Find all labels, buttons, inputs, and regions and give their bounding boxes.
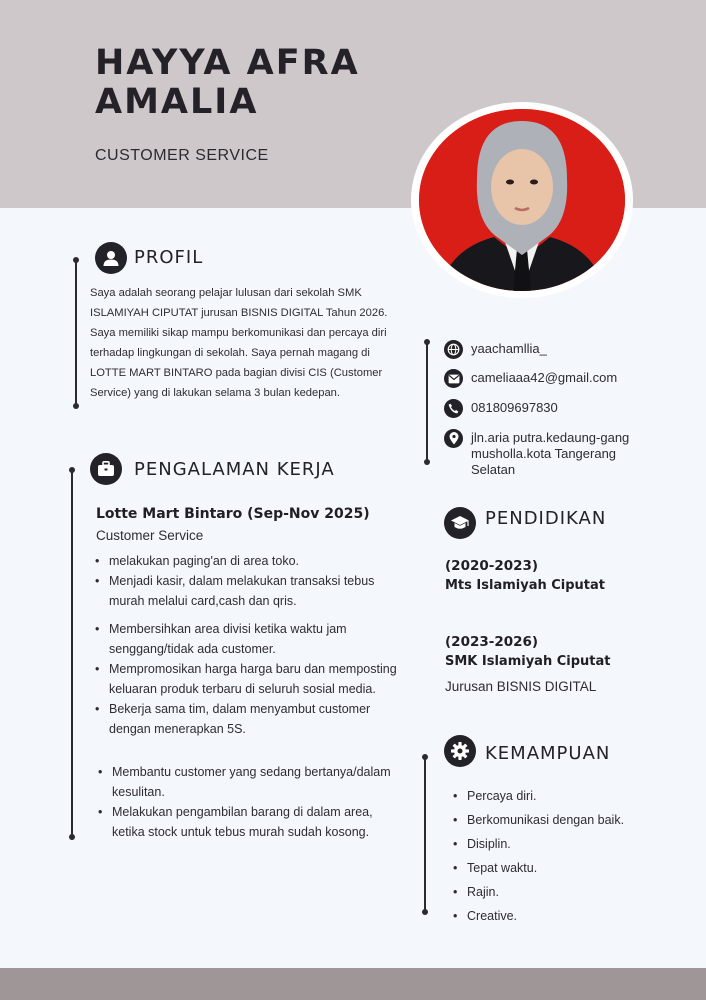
home-address: jln.aria putra.kedaung-gang musholla.kota Tangerang Selatan	[471, 430, 630, 477]
list-item: • Melakukan pengambilan barang di dalam area, ketika stock untuk tebus murah sudah kosong.	[98, 802, 403, 842]
list-item: • Mempromosikan harga harga baru dan memposting keluaran produk terbaru di seluruh sosial media.	[95, 659, 405, 699]
list-item: • Disiplin.	[453, 832, 624, 856]
experience-bullets-1	[95, 551, 405, 611]
location-pin-icon	[444, 429, 463, 448]
experience-bullets-2	[95, 619, 405, 739]
experience-timeline-line	[71, 470, 73, 837]
contact-instagram	[444, 341, 651, 359]
experience-section-title: PENGALAMAN KERJA	[134, 459, 335, 480]
skills-timeline-line	[424, 757, 426, 912]
list-item: • melakukan paging'an di area toko.	[95, 551, 405, 571]
list-item: • Creative.	[453, 904, 624, 928]
education-school-1: Mts Islamiyah Ciputat	[445, 578, 606, 593]
phone-number[interactable]: 081809697830	[471, 400, 558, 415]
list-item: • Membersihkan area divisi ketika waktu jam senggang/tidak ada customer.	[95, 619, 405, 659]
skills-list	[453, 784, 624, 928]
contact-email	[444, 370, 651, 388]
education-years-1: (2020-2023)	[445, 558, 539, 574]
briefcase-icon	[90, 453, 122, 485]
list-item: • Bekerja sama tim, dalam menyambut customer dengan menerapkan 5S.	[95, 699, 405, 739]
user-icon	[95, 242, 127, 274]
graduation-cap-icon	[444, 507, 476, 539]
phone-icon	[444, 399, 463, 418]
contact-timeline-line	[426, 342, 428, 462]
instagram-handle[interactable]: yaachamllia_	[471, 341, 547, 356]
profile-section-title: PROFIL	[134, 247, 204, 268]
list-item: • Berkomunikasi dengan baik.	[453, 808, 624, 832]
contact-address	[444, 430, 646, 478]
list-item: • Tepat waktu.	[453, 856, 624, 880]
job-company: Lotte Mart Bintaro (Sep-Nov 2025)	[96, 506, 370, 522]
email-address[interactable]: cameliaaa42@gmail.com	[471, 370, 618, 385]
education-school-2: SMK Islamiyah Ciputat	[445, 654, 611, 669]
candidate-name	[95, 44, 415, 122]
gear-icon	[444, 735, 476, 767]
list-item: • Percaya diri.	[453, 784, 624, 808]
education-years-2: (2023-2026)	[445, 634, 539, 650]
footer-band	[0, 968, 706, 1000]
globe-icon	[444, 340, 463, 359]
job-role: Customer Service	[96, 528, 204, 543]
name-line-1: HAYYA AFRA	[95, 43, 360, 83]
contact-phone	[444, 400, 651, 418]
education-major: Jurusan BISNIS DIGITAL	[445, 679, 597, 694]
skills-section-title: KEMAMPUAN	[485, 743, 611, 764]
profile-timeline-line	[75, 260, 77, 406]
list-item: • Membantu customer yang sedang bertanya/dalam kesulitan.	[98, 762, 403, 802]
list-item: • Rajin.	[453, 880, 624, 904]
job-title: CUSTOMER SERVICE	[95, 147, 269, 164]
education-section-title: PENDIDIKAN	[485, 508, 607, 529]
experience-bullets-3	[98, 762, 403, 842]
list-item: • Menjadi kasir, dalam melakukan transaksi tebus murah melalui card,cash dan qris.	[95, 571, 405, 611]
mail-icon	[444, 369, 463, 388]
name-line-2: AMALIA	[95, 82, 259, 122]
profile-photo	[411, 102, 633, 298]
profile-summary: Saya adalah seorang pelajar lulusan dari sekolah SMK ISLAMIYAH CIPUTAT jurusan BISNIS DIGITAL Tahun 2026. Saya memiliki sikap mampu berkomunikasi dan percaya diri terhadap lingkungan di sekolah. Saya pernah magang di LOTTE MART BINTARO pada bagian divisi CIS (Customer Service) yang di lakukan selama 3 bulan kedepan.	[90, 287, 388, 399]
